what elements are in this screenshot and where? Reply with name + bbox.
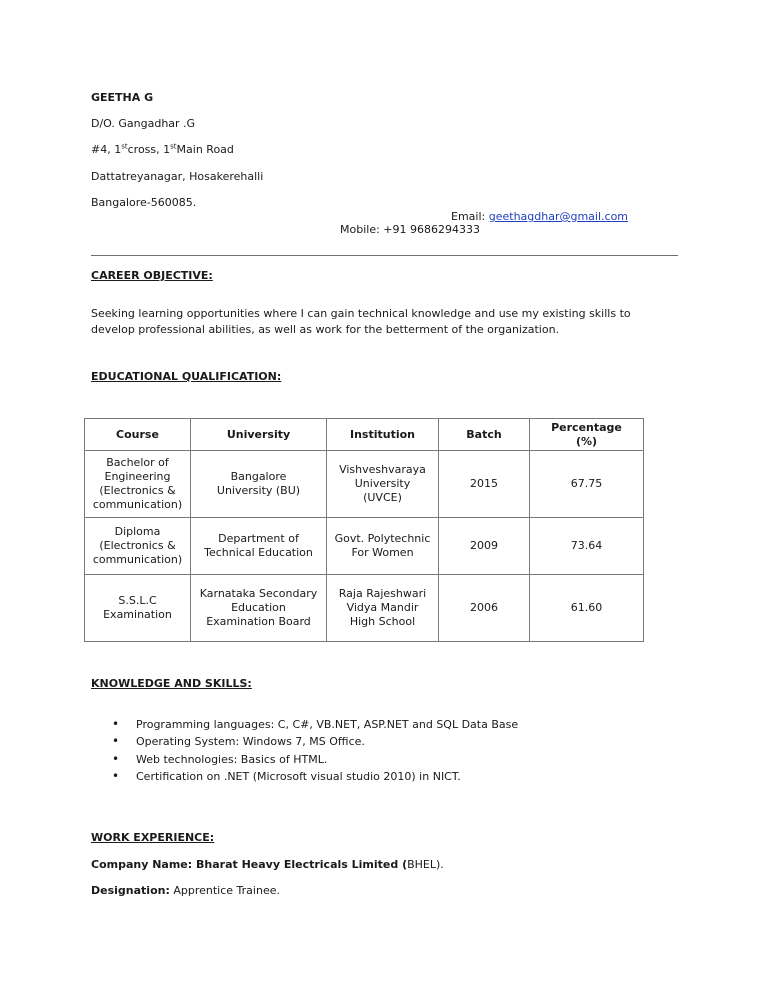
- career-objective-heading: CAREER OBJECTIVE:: [91, 269, 213, 282]
- education-heading: EDUCATIONAL QUALIFICATION:: [91, 370, 282, 383]
- header-divider: [91, 255, 678, 256]
- column-header-institution: Institution: [327, 419, 439, 451]
- company-line: [91, 858, 444, 871]
- cell-university: Department of Technical Education: [191, 518, 327, 575]
- bullet-icon: •: [112, 734, 120, 749]
- mobile: Mobile: +91 9686294333: [340, 223, 480, 236]
- email-line: [451, 210, 628, 223]
- email-label: Email:: [451, 210, 489, 223]
- column-header-course: Course: [85, 419, 191, 451]
- cell-batch: 2006: [439, 575, 530, 642]
- parent-name: D/O. Gangadhar .G: [91, 117, 196, 130]
- skills-list: [108, 716, 518, 785]
- education-table: [84, 418, 644, 642]
- table-header-row: [85, 419, 644, 451]
- address-prefix: #4, 1: [91, 143, 122, 156]
- list-item: [108, 716, 518, 733]
- cell-university: Bangalore University (BU): [191, 451, 327, 518]
- table-row: [85, 575, 644, 642]
- cell-institution: Vishveshvaraya University (UVCE): [327, 451, 439, 518]
- cell-percentage: 67.75: [530, 451, 644, 518]
- address-mid: cross, 1: [127, 143, 171, 156]
- locality: Dattatreyanagar, Hosakerehalli: [91, 170, 264, 183]
- cell-percentage: 61.60: [530, 575, 644, 642]
- skill-text: Certification on .NET (Microsoft visual studio 2010) in NICT.: [136, 769, 461, 783]
- column-header-percentage: Percentage (%): [530, 419, 644, 451]
- designation-line: [91, 884, 280, 897]
- designation-value: Apprentice Trainee.: [169, 884, 280, 897]
- table-row: [85, 518, 644, 575]
- bullet-icon: •: [112, 751, 120, 766]
- table-row: [85, 451, 644, 518]
- skill-text: Operating System: Windows 7, MS Office.: [136, 735, 365, 749]
- skill-text: Web technologies: Basics of HTML.: [136, 752, 328, 766]
- address-sup-2: st: [170, 142, 177, 151]
- cell-university: Karnataka Secondary Education Examination Board: [191, 575, 327, 642]
- city: Bangalore-560085.: [91, 196, 197, 209]
- bullet-icon: •: [112, 768, 120, 783]
- column-header-university: University: [191, 419, 327, 451]
- cell-course: S.S.L.C Examination: [85, 575, 191, 642]
- candidate-name: GEETHA G: [91, 91, 154, 104]
- skill-text: Programming languages: C, C#, VB.NET, ASP.NET and SQL Data Base: [136, 718, 519, 731]
- cell-batch: 2015: [439, 451, 530, 518]
- cell-course: Bachelor of Engineering (Electronics & communication): [85, 451, 191, 518]
- cell-institution: Raja Rajeshwari Vidya Mandir High School: [327, 575, 439, 642]
- cell-percentage: 73.64: [530, 518, 644, 575]
- designation-label: Designation:: [91, 884, 170, 897]
- address-suffix: Main Road: [176, 143, 234, 156]
- skills-heading: KNOWLEDGE AND SKILLS:: [91, 677, 252, 690]
- list-item: [108, 768, 518, 785]
- list-item: [108, 751, 518, 768]
- company-label: Company Name: Bharat Heavy Electricals Limited (: [91, 858, 408, 871]
- work-experience-heading: WORK EXPERIENCE:: [91, 831, 215, 844]
- address-sup-1: st: [121, 142, 128, 151]
- bullet-icon: •: [112, 717, 120, 731]
- career-objective-line-1: Seeking learning opportunities where I can gain technical knowledge and use my existing skills to: [91, 307, 631, 320]
- cell-institution: Govt. Polytechnic For Women: [327, 518, 439, 575]
- career-objective-line-2: develop professional abilities, as well as work for the betterment of the organization.: [91, 323, 560, 336]
- address-line: [91, 143, 234, 156]
- cell-batch: 2009: [439, 518, 530, 575]
- column-header-batch: Batch: [439, 419, 530, 451]
- company-value: BHEL).: [407, 858, 444, 871]
- cell-course: Diploma (Electronics & communication): [85, 518, 191, 575]
- email-link[interactable]: geethagdhar@gmail.com: [488, 210, 629, 223]
- list-item: [108, 733, 518, 750]
